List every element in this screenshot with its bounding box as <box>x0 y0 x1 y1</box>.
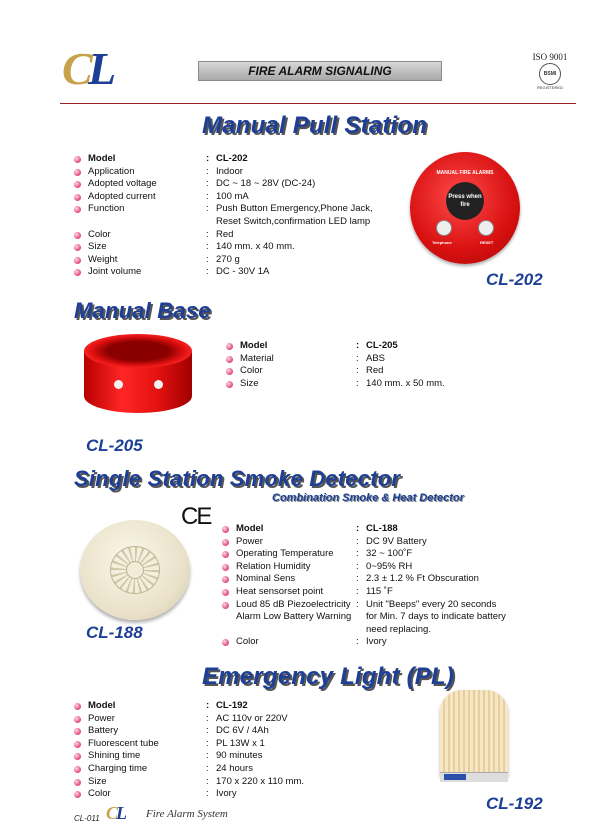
spec-colon: : <box>206 725 209 737</box>
spec-label: Shining time <box>88 750 141 762</box>
spec-value: CL-202 <box>216 153 248 164</box>
spec-value: 115 ˚F <box>366 585 393 597</box>
light-badge <box>444 774 466 780</box>
bullet-icon <box>226 381 233 388</box>
smoke-detector-image <box>80 520 190 620</box>
bullet-icon <box>74 194 81 201</box>
spec-value: 140 mm. x 40 mm. <box>216 241 295 253</box>
spec-label: Color <box>236 636 259 648</box>
spec-row <box>222 636 522 649</box>
spec-row <box>222 624 522 637</box>
product-code-cl-192: CL-192 <box>486 794 543 813</box>
iso-registered: REGISTERED <box>536 85 563 90</box>
iso-text: ISO 9001 <box>532 52 568 62</box>
bullet-icon <box>74 766 81 773</box>
spec-label: Charging time <box>88 762 148 774</box>
reset-switch-icon <box>478 220 494 236</box>
section-subtitle-smoke-detector: Combination Smoke & Heat Detector <box>272 492 464 504</box>
spec-value-continuation: Reset Switch,confirmation LED lamp <box>216 215 371 227</box>
bullet-icon <box>222 564 229 571</box>
spec-colon: : <box>356 598 359 610</box>
bullet-icon <box>222 602 229 609</box>
spec-label: Model <box>88 700 116 711</box>
bullet-icon <box>222 539 229 546</box>
bullet-icon <box>226 343 233 350</box>
spec-value: CL-188 <box>366 523 398 534</box>
spec-label: Size <box>88 775 107 787</box>
spec-label: Function <box>88 203 125 215</box>
spec-row <box>222 586 522 599</box>
spec-value: CL-192 <box>216 700 248 711</box>
logo-l: L <box>88 43 117 94</box>
spec-colon: : <box>356 560 359 572</box>
bullet-icon <box>222 526 229 533</box>
bullet-icon <box>222 639 229 646</box>
spec-list-manual-base <box>226 340 526 390</box>
spec-label: Color <box>88 228 111 240</box>
spec-colon: : <box>356 377 359 389</box>
spec-label: Joint volume <box>88 266 142 278</box>
product-code-cl-205: CL-205 <box>86 436 143 455</box>
spec-colon: : <box>206 775 209 787</box>
section-title-pull-station: Manual Pull Station <box>202 112 428 139</box>
bullet-icon <box>74 244 81 251</box>
bullet-icon <box>74 779 81 786</box>
spec-row <box>222 611 522 624</box>
bullet-icon <box>226 368 233 375</box>
iso-mark: BSMI <box>539 63 561 85</box>
spec-value: Red <box>216 228 234 240</box>
spec-label: Material <box>240 352 274 364</box>
spec-label: Weight <box>88 253 118 265</box>
bullet-icon <box>74 791 81 798</box>
spec-colon: : <box>206 788 209 800</box>
spec-label: Nominal Sens <box>236 573 296 585</box>
spec-label: Adopted voltage <box>88 178 157 190</box>
spec-value: PL 13W x 1 <box>216 737 265 749</box>
spec-row <box>74 788 374 801</box>
spec-value: DC - 30V 1A <box>216 266 270 278</box>
spec-row <box>74 254 414 267</box>
spec-colon: : <box>356 352 359 364</box>
spec-value: 140 mm. x 50 mm. <box>366 377 445 389</box>
spec-row <box>222 536 522 549</box>
spec-value: Unit "Beeps" every 20 seconds <box>366 598 497 610</box>
spec-colon: : <box>206 190 209 202</box>
base-hole <box>114 380 123 389</box>
spec-value: 0~95% RH <box>366 560 413 572</box>
spec-value: for Min. 7 days to indicate battery <box>366 611 506 623</box>
spec-colon: : <box>206 203 209 215</box>
spec-value: 90 minutes <box>216 750 263 762</box>
pull-station-button: Press when fire <box>446 182 484 220</box>
spec-row <box>222 599 522 612</box>
reset-label: RESET <box>480 240 494 245</box>
spec-colon: : <box>206 178 209 190</box>
spec-colon: : <box>206 153 210 164</box>
spec-value: Ivory <box>216 788 237 800</box>
spec-value: 170 x 220 x 110 mm. <box>216 775 305 787</box>
spec-label: Size <box>88 241 107 253</box>
bullet-icon <box>222 589 229 596</box>
emergency-light-image <box>440 690 508 784</box>
spec-label: Relation Humidity <box>236 560 311 572</box>
footer-page-id: CL-011 <box>74 814 100 823</box>
spec-row-continuation <box>74 216 414 229</box>
spec-row <box>222 548 522 561</box>
section-title-emergency-light: Emergency Light (PL) <box>202 663 455 690</box>
spec-colon: : <box>206 266 209 278</box>
spec-colon: : <box>356 523 360 534</box>
spec-row <box>74 166 414 179</box>
bullet-icon <box>222 551 229 558</box>
base-hole <box>154 380 163 389</box>
spec-value: DC 6V / 4Ah <box>216 725 269 737</box>
spec-colon: : <box>206 762 209 774</box>
bullet-icon <box>226 356 233 363</box>
spec-value: Red <box>366 365 384 377</box>
spec-colon: : <box>356 636 359 648</box>
bullet-icon <box>74 703 81 710</box>
footer-logo-l: L <box>116 803 127 823</box>
spec-value: DC 9V Battery <box>366 535 427 547</box>
spec-row <box>74 713 374 726</box>
spec-colon: : <box>356 585 359 597</box>
spec-row <box>74 776 374 789</box>
spec-row <box>74 763 374 776</box>
header-divider <box>60 103 576 104</box>
spec-list-pull-station <box>74 153 414 279</box>
spec-value: Indoor <box>216 165 243 177</box>
iso-certification-mark <box>526 52 574 96</box>
spec-colon: : <box>206 750 209 762</box>
spec-label: Application <box>88 165 135 177</box>
spec-row <box>74 203 414 216</box>
spec-label: Model <box>240 340 268 351</box>
bullet-icon <box>74 716 81 723</box>
spec-row <box>74 750 374 763</box>
spec-label: Fluorescent tube <box>88 737 159 749</box>
bullet-icon <box>74 269 81 276</box>
detector-center <box>126 561 144 579</box>
spec-value: AC 110v or 220V <box>216 712 288 724</box>
spec-row <box>74 178 414 191</box>
ce-mark: CE <box>181 503 211 530</box>
bullet-icon <box>74 181 81 188</box>
spec-colon: : <box>206 165 209 177</box>
bullet-icon <box>222 576 229 583</box>
bullet-icon <box>74 728 81 735</box>
footer-logo <box>106 804 132 822</box>
bullet-icon <box>74 169 81 176</box>
spec-row <box>222 573 522 586</box>
spec-row <box>74 153 414 166</box>
spec-value: DC ~ 18 ~ 28V (DC-24) <box>216 178 316 190</box>
spec-colon: : <box>206 241 209 253</box>
company-logo <box>62 43 142 94</box>
spec-colon: : <box>206 228 209 240</box>
spec-value: 270 g <box>216 253 240 265</box>
telephone-jack-icon <box>436 220 452 236</box>
bullet-icon <box>74 156 81 163</box>
spec-value: ABS <box>366 352 386 364</box>
spec-value: need replacing. <box>366 623 431 635</box>
bullet-icon <box>74 741 81 748</box>
spec-label: Color <box>88 788 111 800</box>
spec-colon: : <box>356 535 359 547</box>
spec-row <box>74 241 414 254</box>
spec-row <box>74 700 374 713</box>
spec-colon: : <box>356 548 359 560</box>
spec-value: Ivory <box>366 636 387 648</box>
spec-row <box>226 353 526 366</box>
footer-system-name: Fire Alarm System <box>146 808 228 820</box>
spec-row <box>74 738 374 751</box>
spec-label: Power <box>88 712 115 724</box>
spec-row <box>226 378 526 391</box>
spec-label: Power <box>236 535 263 547</box>
pull-station-image <box>410 152 520 264</box>
spec-label: Heat sensorset point <box>236 585 324 597</box>
spec-colon: : <box>206 712 209 724</box>
spec-value: CL-205 <box>366 340 398 351</box>
logo-c: C <box>62 43 93 94</box>
bullet-icon <box>74 753 81 760</box>
spec-colon: : <box>356 573 359 585</box>
spec-row <box>226 365 526 378</box>
spec-label: Adopted current <box>88 190 156 202</box>
spec-label: Model <box>88 153 116 164</box>
spec-value: Push Button Emergency,Phone Jack, <box>216 203 373 215</box>
bullet-icon <box>74 206 81 213</box>
product-code-cl-188: CL-188 <box>86 623 143 642</box>
spec-colon: : <box>206 737 209 749</box>
spec-label: Loud 85 dB Piezoelectricity <box>236 598 351 610</box>
spec-row <box>222 561 522 574</box>
spec-value: 2.3 ± 1.2 % Ft Obscuration <box>366 573 479 585</box>
spec-row <box>222 523 522 536</box>
spec-label: Alarm Low Battery Warning <box>236 611 352 623</box>
spec-row <box>74 725 374 738</box>
spec-colon: : <box>206 700 210 711</box>
spec-label: Operating Temperature <box>236 548 334 560</box>
spec-list-emergency-light <box>74 700 374 801</box>
spec-value: 32 ~ 100˚F <box>366 548 413 560</box>
spec-label: Size <box>240 377 259 389</box>
header-banner: FIRE ALARM SIGNALING <box>198 61 442 81</box>
spec-row <box>74 191 414 204</box>
spec-row <box>226 340 526 353</box>
manual-base-image <box>84 334 192 430</box>
telephone-label: Telephone <box>432 240 452 245</box>
bullet-icon <box>74 257 81 264</box>
spec-value: 100 mA <box>216 190 249 202</box>
spec-label: Model <box>236 523 264 534</box>
footer-logo-c: C <box>106 803 119 823</box>
spec-list-smoke-detector <box>222 523 522 649</box>
pull-station-label: MANUAL FIRE ALARMS <box>436 170 494 176</box>
light-diffuser <box>440 690 508 776</box>
spec-colon: : <box>356 340 360 351</box>
base-top <box>84 334 192 368</box>
spec-value: 24 hours <box>216 762 253 774</box>
bullet-icon <box>74 232 81 239</box>
spec-label: Color <box>240 365 263 377</box>
spec-colon: : <box>206 253 209 265</box>
product-code-cl-202: CL-202 <box>486 270 543 289</box>
spec-row <box>74 229 414 242</box>
section-title-smoke-detector: Single Station Smoke Detector <box>74 466 401 491</box>
section-title-manual-base: Manual Base <box>74 298 211 323</box>
spec-colon: : <box>356 365 359 377</box>
spec-label: Battery <box>88 725 119 737</box>
spec-row <box>74 266 414 279</box>
